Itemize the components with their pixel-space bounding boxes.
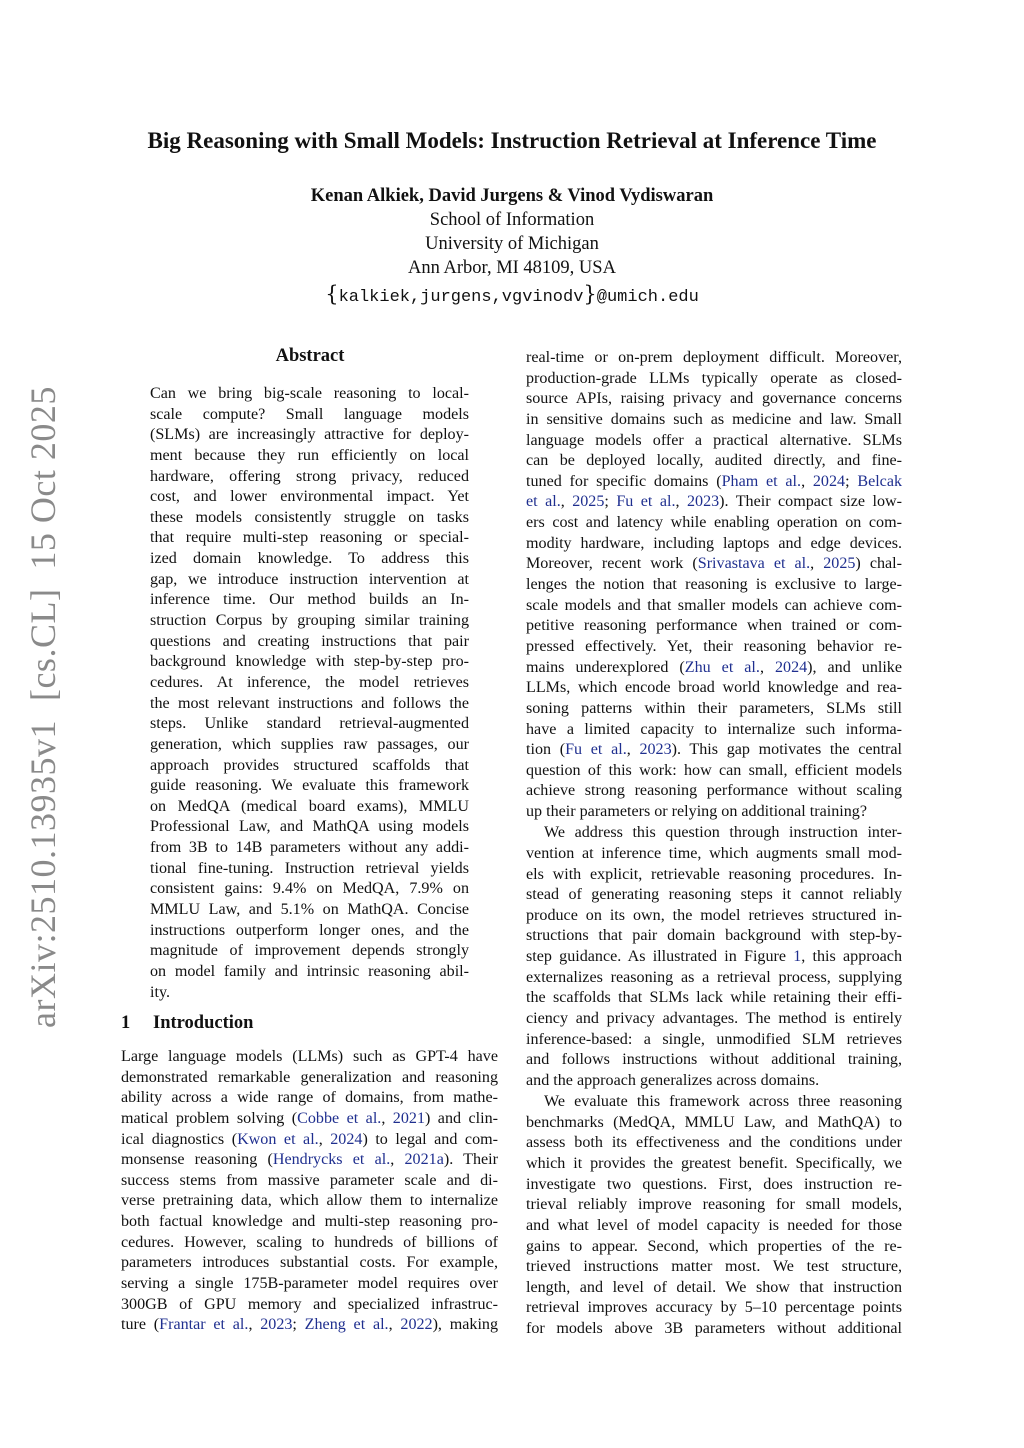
text-segment: language models offer a practical alternative. SLMs — [526, 431, 902, 449]
text-segment: assess both its effectiveness and the conditions under — [526, 1134, 902, 1152]
text-line — [150, 528, 469, 549]
text-segment: ; — [292, 1316, 305, 1334]
text-segment: ical diagnostics ( — [121, 1130, 238, 1148]
citation-link[interactable]: Zhu et al. — [684, 658, 760, 676]
text-line — [150, 941, 469, 962]
text-segment: and what level of model capacity is needed for those — [526, 1216, 902, 1234]
text-line — [150, 776, 469, 797]
text-segment: ers cost and latency while enabling operation on com- — [526, 514, 902, 532]
text-segment: ized domain knowledge. To address this — [150, 550, 469, 568]
text-line — [150, 921, 469, 942]
text-segment: cedures. At inference, the model retrieves — [150, 673, 469, 691]
author-emails[interactable] — [0, 282, 1024, 307]
text-line — [150, 632, 469, 653]
text-segment: , — [759, 658, 775, 676]
text-line — [150, 735, 469, 756]
text-segment: 300GB of GPU memory and specialized infrastruc- — [121, 1295, 498, 1313]
citation-link[interactable]: Kwon et al. — [237, 1130, 319, 1148]
affiliation-university: University of Michigan — [425, 234, 599, 254]
text-segment: , — [626, 741, 640, 759]
text-line — [526, 472, 902, 493]
text-line — [150, 962, 469, 983]
text-segment: Large language models (LLMs) such as GPT-4 have — [121, 1048, 498, 1065]
text-line — [526, 1092, 902, 1113]
text-segment: ), making — [432, 1316, 499, 1334]
text-segment: trieved instructions matter most. We test structure, — [526, 1258, 902, 1276]
abstract-body — [150, 384, 469, 1003]
text-segment: can be deployed locally, audited directly, and fine- — [526, 452, 902, 470]
text-segment: magnitude of improvement depends strongly — [150, 942, 469, 960]
text-line — [150, 611, 469, 632]
text-line — [526, 451, 902, 472]
text-line — [150, 652, 469, 673]
text-segment: soning patterns within their parameters, SLMs still — [526, 699, 902, 717]
text-line — [121, 1171, 498, 1192]
citation-link[interactable]: Srivastava et al. — [697, 555, 811, 573]
text-segment: on MedQA (medical board exams), MMLU — [150, 797, 469, 815]
text-line — [150, 467, 469, 488]
text-segment: background knowledge with step-by-step pro- — [150, 653, 469, 671]
text-segment: cedures. However, scaling to hundreds of billions of — [121, 1233, 498, 1251]
text-line — [526, 1195, 902, 1216]
text-segment: mains underexplored ( — [526, 658, 685, 676]
text-segment: MMLU Law, and 5.1% on MathQA. Concise — [150, 901, 469, 919]
text-line — [150, 549, 469, 570]
citation-link[interactable]: 1 — [793, 948, 802, 966]
text-segment: from 3B to 14B parameters without any addi- — [150, 839, 469, 857]
text-segment: ). Their compact size low- — [719, 493, 902, 511]
text-segment: ciency and privacy advantages. The method is entirely — [526, 1010, 902, 1027]
text-line — [121, 1253, 498, 1274]
abstract-heading: Abstract — [275, 346, 345, 366]
text-line — [526, 906, 902, 927]
text-line — [526, 1113, 902, 1134]
text-segment: LLMs, which encode broad world knowledge and rea- — [526, 679, 902, 697]
text-line — [526, 988, 902, 1009]
text-line — [526, 431, 902, 452]
text-segment: that require multi-step reasoning or special- — [150, 529, 469, 547]
text-line — [121, 1130, 498, 1151]
text-segment: ity. — [150, 983, 170, 1001]
citation-link[interactable]: 2025 — [572, 493, 605, 511]
text-segment: , — [810, 555, 824, 573]
text-line — [526, 1030, 902, 1051]
arxiv-identifier-stamp: arXiv:2510.13935v1 [cs.CL] 15 Oct 2025 — [23, 386, 63, 1028]
text-segment: ). Their — [443, 1151, 499, 1169]
citation-link[interactable]: Hendrycks et al. — [272, 1151, 391, 1169]
text-segment: the scaffolds that SLMs lack while retaining their effi- — [526, 989, 902, 1007]
text-segment: hardware, offering strong privacy, reduced — [150, 467, 469, 485]
text-line — [526, 678, 902, 699]
text-line — [526, 947, 902, 968]
affiliation-address: Ann Arbor, MI 48109, USA — [408, 258, 616, 278]
text-line — [526, 1009, 902, 1030]
text-segment: structions that pair domain background with step-by- — [526, 927, 902, 945]
text-segment: produce on its own, the model retrieves structured in- — [526, 906, 902, 924]
text-line — [526, 369, 902, 390]
text-line — [526, 740, 902, 761]
citation-link[interactable]: Zheng et al. — [304, 1316, 389, 1334]
text-segment: tion ( — [526, 741, 566, 759]
text-segment: production-grade LLMs typically operate as closed- — [526, 369, 902, 387]
text-line — [150, 446, 469, 467]
citation-link[interactable]: 2023 — [639, 741, 672, 759]
text-line — [526, 802, 902, 823]
text-line — [526, 389, 902, 410]
text-segment: ) and clin- — [424, 1109, 498, 1127]
citation-link[interactable]: Fu et al. — [565, 741, 627, 759]
text-segment: approach provides structured scaffolds that — [150, 756, 469, 774]
intro-paragraph — [526, 1092, 902, 1340]
text-line — [121, 1088, 498, 1109]
text-segment: have a limited capacity to internalize such informa- — [526, 720, 902, 738]
text-segment: real-time or on-prem deployment difficult. Moreover, — [526, 349, 902, 366]
text-line — [150, 673, 469, 694]
text-segment: struction Corpus by grouping similar training — [150, 612, 469, 630]
text-line — [121, 1212, 498, 1233]
text-segment: , — [248, 1316, 261, 1334]
text-segment: source APIs, raising privacy and governance concerns — [526, 390, 902, 408]
text-line — [526, 575, 902, 596]
citation-link[interactable]: Frantar et al. — [159, 1316, 249, 1334]
text-line — [121, 1315, 498, 1336]
text-segment: , — [390, 1151, 405, 1169]
text-segment: up their parameters or relying on additional training? — [526, 803, 867, 821]
section-title: Introduction — [153, 1013, 254, 1033]
paper-title: Big Reasoning with Small Models: Instruction Retrieval at Inference Time — [147, 128, 877, 153]
text-line — [526, 637, 902, 658]
citation-link[interactable]: 2023 — [686, 493, 720, 511]
text-line — [526, 844, 902, 865]
text-segment: , this approach — [801, 948, 902, 966]
text-line — [121, 1233, 498, 1254]
text-segment: inference time. Our method builds an In- — [150, 591, 469, 609]
email-close-brace: } — [583, 282, 597, 306]
text-segment: We evaluate this framework across three reasoning — [544, 1093, 902, 1111]
text-segment: ment because they run efficiently on local — [150, 446, 469, 464]
text-line — [526, 865, 902, 886]
text-segment: ture ( — [121, 1316, 160, 1334]
text-line — [526, 1050, 902, 1071]
text-segment: lenges the notion that reasoning is exclusive to large- — [526, 576, 902, 594]
text-segment: tional fine-tuning. Instruction retrieval yields — [150, 859, 469, 877]
text-line — [526, 926, 902, 947]
citation-link[interactable]: Fu et al. — [616, 493, 676, 511]
text-line — [150, 425, 469, 446]
text-segment: scale models and that smaller models can achieve com- — [526, 596, 902, 614]
author-list: Kenan Alkiek, David Jurgens & Vinod Vydiswaran — [310, 186, 714, 206]
introduction-right-column — [526, 348, 902, 1340]
text-segment: demonstrated remarkable generalization and reasoning — [121, 1068, 498, 1086]
text-segment: serving a single 175B-parameter model requires over — [121, 1275, 498, 1293]
text-segment: consistent gains: 9.4% on MedQA, 7.9% on — [150, 880, 469, 898]
text-line — [150, 384, 469, 405]
text-segment: els with explicit, retrievable reasoning procedures. In- — [526, 865, 902, 883]
email-names: kalkiek,jurgens,vgvinodv — [338, 288, 584, 307]
text-segment: scale compute? Small language models — [150, 405, 469, 423]
text-segment: , — [560, 493, 573, 511]
text-segment: We address this question through instruction inter- — [544, 824, 902, 842]
text-segment: petitive reasoning performance when trained or com- — [526, 617, 902, 635]
text-line — [526, 1257, 902, 1278]
text-segment: gains to appear. Second, which properties of the re- — [526, 1237, 902, 1255]
text-segment: matical problem solving ( — [121, 1109, 298, 1127]
text-segment: tuned for specific domains ( — [526, 472, 722, 490]
text-segment: achieve strong reasoning performance without scaling — [526, 782, 902, 800]
introduction-left-column — [121, 1047, 498, 1336]
text-segment: and follows instructions without additional training, — [526, 1051, 902, 1069]
text-segment: ), and unlike — [807, 658, 903, 676]
text-line — [526, 1133, 902, 1154]
text-line — [150, 983, 469, 1004]
citation-link[interactable]: 2023 — [260, 1316, 293, 1334]
text-line — [121, 1150, 498, 1171]
text-line — [121, 1295, 498, 1316]
text-line — [150, 405, 469, 426]
text-line — [150, 570, 469, 591]
text-segment: on model family and intrinsic reasoning abil- — [150, 962, 469, 980]
text-segment: (SLMs) are increasingly attractive for deploy- — [150, 426, 469, 444]
text-segment: ). This gap motivates the central — [671, 741, 903, 759]
text-line — [150, 590, 469, 611]
text-segment: benchmarks (MedQA, MMLU Law, and MathQA) to — [526, 1113, 902, 1131]
text-segment: parameters introduces substantial costs. For example, — [121, 1254, 498, 1272]
text-line — [150, 900, 469, 921]
text-segment: Moreover, recent work ( — [526, 555, 698, 573]
text-line — [526, 1071, 902, 1092]
citation-link[interactable]: 2022 — [400, 1316, 433, 1334]
text-line — [526, 699, 902, 720]
text-line — [121, 1191, 498, 1212]
citation-link[interactable]: Cobbe et al. — [297, 1109, 382, 1127]
text-segment: for models above 3B parameters without additional — [526, 1320, 902, 1338]
section-heading-introduction — [121, 1013, 253, 1034]
text-segment: ability across a wide range of domains, from mathe- — [121, 1089, 498, 1107]
text-line — [526, 596, 902, 617]
text-line — [526, 658, 902, 679]
text-line — [150, 859, 469, 880]
text-line — [526, 348, 902, 369]
text-segment: these models consistently struggle on tasks — [150, 508, 469, 526]
text-segment: both factual knowledge and multi-step reasoning pro- — [121, 1213, 498, 1231]
text-segment: in sensitive domains such as medicine and law. Small — [526, 410, 902, 428]
text-segment: , — [388, 1316, 401, 1334]
text-segment: ) to legal and com- — [362, 1130, 498, 1148]
text-segment: retrieval improves accuracy by 5–10 percentage points — [526, 1299, 902, 1317]
text-segment: monsense reasoning ( — [121, 1151, 273, 1169]
text-segment: vention at inference time, which augments small mod- — [526, 844, 902, 862]
citation-link[interactable]: 2021 — [392, 1109, 425, 1127]
text-segment: Can we bring big-scale reasoning to local- — [150, 385, 469, 402]
text-segment: ; — [604, 493, 617, 511]
text-line — [150, 508, 469, 529]
intro-paragraph — [526, 348, 902, 823]
affiliation-school: School of Information — [429, 210, 595, 230]
text-line — [526, 823, 902, 844]
citation-link[interactable]: 2024 — [812, 472, 846, 490]
text-segment: question of this work: how can small, efficient models — [526, 761, 902, 779]
text-line — [526, 1216, 902, 1237]
text-segment: , — [318, 1130, 331, 1148]
text-segment: modity hardware, including laptops and edge devices. — [526, 534, 902, 552]
text-line — [150, 879, 469, 900]
text-segment: and the approach generalizes across domains. — [526, 1071, 820, 1089]
text-segment: trieval reliably improve reasoning for small models, — [526, 1196, 902, 1214]
text-segment: gap, we introduce instruction intervention at — [150, 570, 469, 588]
text-segment: verse pretraining data, which allow them to internalize — [121, 1192, 498, 1210]
text-line — [526, 1319, 902, 1340]
text-segment: cost, and lower environmental impact. Yet — [150, 488, 469, 506]
text-line — [150, 487, 469, 508]
text-line — [526, 554, 902, 575]
citation-link[interactable]: 2025 — [823, 555, 856, 573]
text-segment: steps. Unlike standard retrieval-augmented — [150, 715, 469, 733]
text-line — [526, 885, 902, 906]
text-segment: , — [801, 472, 813, 490]
text-line — [526, 781, 902, 802]
text-segment: stead of generating reasoning steps it cannot reliably — [526, 886, 902, 904]
text-line — [526, 1154, 902, 1175]
text-line — [526, 1278, 902, 1299]
citation-link[interactable]: 2021a — [404, 1151, 444, 1169]
text-line — [150, 838, 469, 859]
text-segment: inference-based: a single, unmodified SLM retrieves — [526, 1030, 902, 1048]
text-segment: length, and level of detail. We show that instruction — [526, 1278, 902, 1296]
text-line — [150, 756, 469, 777]
section-number: 1 — [121, 1013, 131, 1033]
text-segment: externalizes reasoning as a retrieval process, supplying — [526, 968, 902, 986]
text-line — [150, 817, 469, 838]
text-segment: which it provides the greatest benefit. Specifically, we — [526, 1154, 902, 1172]
email-open-brace: { — [325, 282, 339, 306]
text-line — [526, 968, 902, 989]
citation-link[interactable]: Pham et al. — [721, 472, 802, 490]
text-line — [526, 1237, 902, 1258]
text-line — [526, 1175, 902, 1196]
text-segment: success stems from massive parameter scale and di- — [121, 1171, 498, 1189]
citation-link[interactable]: 2024 — [774, 658, 808, 676]
text-line — [121, 1047, 498, 1068]
text-line — [526, 616, 902, 637]
text-segment: the most relevant instructions and follows the — [150, 694, 469, 712]
text-segment: guide reasoning. We evaluate this framework — [150, 777, 469, 795]
text-segment: generation, which supplies raw passages, our — [150, 735, 469, 753]
citation-link[interactable]: Belcak — [857, 472, 903, 490]
text-segment: , — [675, 493, 687, 511]
text-segment: , — [381, 1109, 393, 1127]
text-line — [150, 797, 469, 818]
citation-link[interactable]: et al. — [526, 493, 561, 511]
intro-paragraph — [526, 823, 902, 1091]
text-line — [526, 534, 902, 555]
text-line — [121, 1274, 498, 1295]
text-segment: investigate two questions. First, does instruction re- — [526, 1175, 902, 1193]
text-segment: Professional Law, and MathQA using models — [150, 818, 469, 836]
citation-link[interactable]: 2024 — [330, 1130, 363, 1148]
text-line — [150, 694, 469, 715]
text-line — [526, 1298, 902, 1319]
text-segment: step guidance. As illustrated in Figure — [526, 948, 794, 966]
text-line — [526, 761, 902, 782]
text-line — [526, 720, 902, 741]
text-segment: ) chal- — [855, 555, 902, 573]
text-line — [526, 492, 902, 513]
text-segment: instructions outperform longer ones, and the — [150, 921, 469, 939]
text-line — [121, 1068, 498, 1089]
text-line — [526, 513, 902, 534]
text-segment: questions and creating instructions that pair — [150, 632, 469, 650]
text-line — [526, 410, 902, 431]
text-segment: pressed effectively. Yet, their reasoning behavior re- — [526, 637, 902, 655]
email-domain: @umich.edu — [596, 288, 699, 307]
text-line — [121, 1109, 498, 1130]
text-segment: ; — [845, 472, 858, 490]
text-line — [150, 714, 469, 735]
